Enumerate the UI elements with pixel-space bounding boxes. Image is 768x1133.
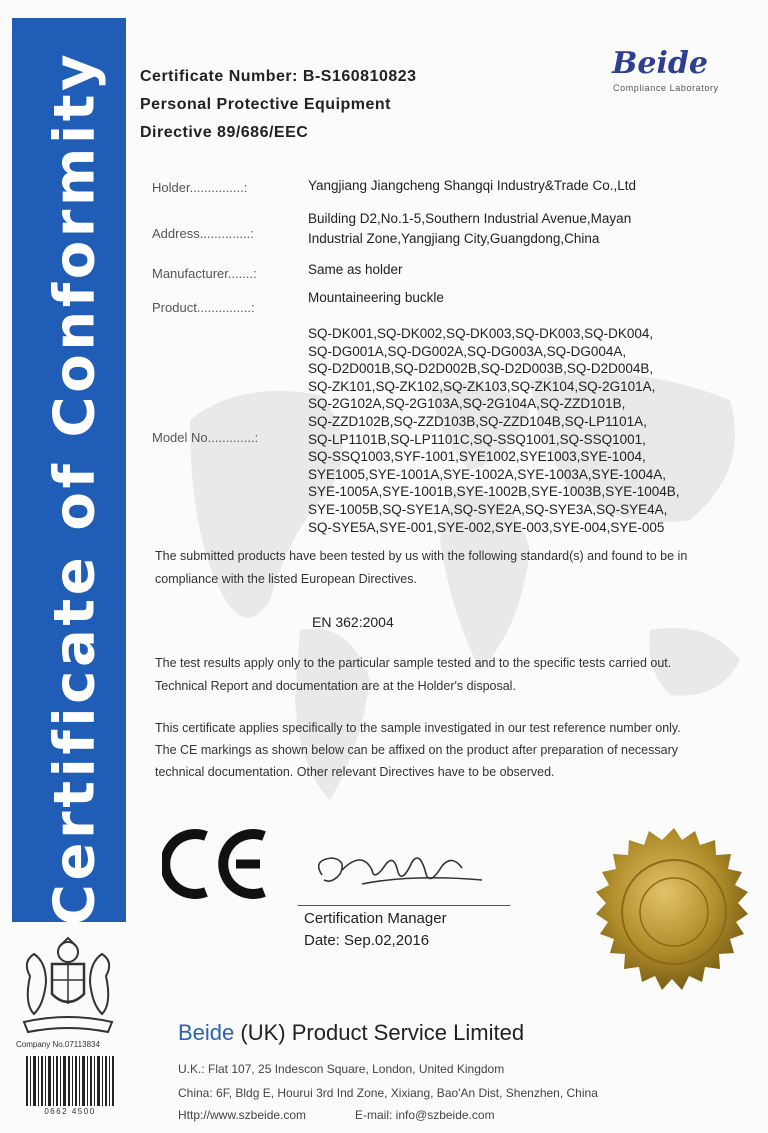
manufacturer-label: Manufacturer.......: [152,266,257,281]
model-line: SQ-ZK101,SQ-ZK102,SQ-ZK103,SQ-ZK104,SQ-2G101A, [308,378,656,394]
beide-logo-subtitle: Compliance Laboratory [613,83,719,93]
model-line: SQ-LP1101B,SQ-LP1101C,SQ-SSQ1001,SQ-SSQ1001, [308,431,646,447]
address-line-1: Building D2,No.1-5,Southern Industrial Avenue,Mayan [308,211,632,226]
footer-brand: Beide [178,1020,235,1045]
ce-mark-icon [162,828,272,900]
company-number: Company No.07113834 [16,1040,100,1049]
tested-statement-line-1: The submitted products have been tested by us with the following standard(s) and found to be in [155,549,688,563]
footer-company-name [178,1020,524,1046]
header-ppe: Personal Protective Equipment [140,96,392,113]
header-directive: Directive 89/686/EEC [140,124,309,141]
signature-line [298,905,510,906]
model-line: SYE-1005A,SYE-1001B,SYE-1002B,SYE-1003B,SYE-1004B, [308,484,680,500]
website-link[interactable]: Http://www.szbeide.com [178,1108,307,1122]
model-line: SQ-SYE5A,SYE-001,SYE-002,SYE-003,SYE-004,SYE-005 [308,519,665,535]
address-line-2: Industrial Zone,Yangjiang City,Guangdong,China [308,231,600,246]
model-line: SYE1005,SYE-1001A,SYE-1002A,SYE-1003A,SYE-1004A, [308,466,666,482]
beide-logo: Beide [612,46,708,81]
applies-line-1: This certificate applies specifically to the sample investigated in our test reference number only. [155,721,681,735]
model-no-label: Model No.............: [152,430,259,445]
model-line: SYE-1005B,SQ-SYE1A,SQ-SYE2A,SQ-SYE3A,SQ-SYE4A, [308,501,668,517]
barcode-number: 0662 4500 [26,1107,114,1116]
model-line: SQ-ZZD102B,SQ-ZZD103B,SQ-ZZD104B,SQ-LP1101A, [308,413,647,429]
china-address: China: 6F, Bldg E, Hourui 3rd Ind Zone, Xixiang, Bao'An Dist, Shenzhen, China [178,1086,598,1100]
results-line-2: Technical Report and documentation are at the Holder's disposal. [155,679,516,693]
issue-date: Date: Sep.02,2016 [304,932,430,949]
holder-label: Holder...............: [152,180,248,195]
applies-line-2: The CE markings as shown below can be affixed on the product after preparation of necessary [155,743,678,757]
gold-seal-icon [584,826,764,1006]
certification-manager: Certification Manager [304,910,447,927]
results-line-1: The test results apply only to the particular sample tested and to the specific tests carried out. [155,656,672,670]
footer-title-rest: (UK) Product Service Limited [240,1020,525,1045]
certificate-sidebar-band [12,18,126,926]
product-label: Product...............: [152,300,255,315]
tested-statement-line-2: compliance with the listed European Directives. [155,572,417,586]
sidebar-title: Certificate of Conformity [42,50,108,926]
email-link[interactable]: E-mail: info@szbeide.com [355,1108,495,1122]
model-line: SQ-2G102A,SQ-2G103A,SQ-2G104A,SQ-ZZD101B, [308,396,626,412]
manufacturer-value: Same as holder [308,262,403,277]
model-list [308,325,768,536]
royal-coat-of-arms-icon [16,932,120,1036]
model-line: SQ-DK001,SQ-DK002,SQ-DK003,SQ-DK003,SQ-DK004, [308,326,654,341]
model-line: SQ-D2D001B,SQ-D2D002B,SQ-D2D003B,SQ-D2D004B, [308,361,654,377]
uk-address: U.K.: Flat 107, 25 Indescon Square, London, United Kingdom [178,1062,505,1076]
holder-value: Yangjiang Jiangcheng Shangqi Industry&Trade Co.,Ltd [308,178,636,193]
model-line: SQ-SSQ1003,SYF-1001,SYE1002,SYE1003,SYE-1004, [308,449,646,465]
certificate-number: Certificate Number: B-S160810823 [140,68,417,85]
product-value: Mountaineering buckle [308,290,444,305]
model-line: SQ-DG001A,SQ-DG002A,SQ-DG003A,SQ-DG004A, [308,343,627,359]
signature-icon [302,840,492,900]
address-label: Address..............: [152,226,254,241]
applies-line-3: technical documentation. Other relevant Directives have to be observed. [155,765,555,779]
standard-reference: EN 362:2004 [312,614,394,630]
